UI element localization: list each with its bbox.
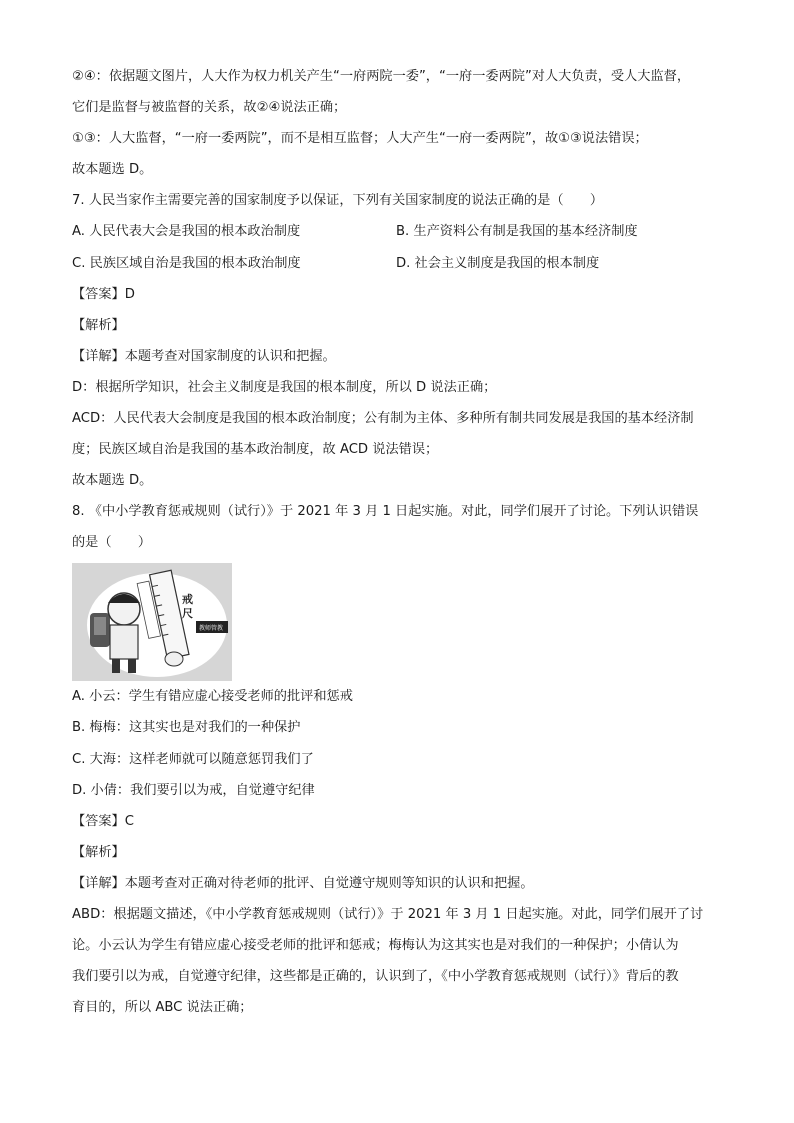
q7-explanation-2b: 度；民族区域自治是我国的基本政治制度，故 ACD 说法错误；	[72, 442, 439, 457]
q7-conclusion: 故本题选 D。	[72, 473, 153, 488]
prev-explanation-line-1: ②④：依据题文图片，人大作为权力机关产生“一府两院一委”，“一府一委两院”对人大负责，受人大监督，	[72, 69, 691, 84]
svg-text:教师管教: 教师管教	[199, 625, 224, 632]
q7-option-a: A. 人民代表大会是我国的根本政治制度	[72, 224, 301, 239]
q7-option-d: D. 社会主义制度是我国的根本制度	[396, 256, 600, 271]
svg-text:戒: 戒	[182, 593, 193, 606]
q8-stem-line-1: 8. 《中小学教育惩戒规则（试行）》于 2021 年 3 月 1 日起实施。对此，同学们展开了讨论。下列认识错误	[72, 504, 699, 519]
q8-answer: 【答案】C	[72, 814, 134, 829]
q7-detail: 【详解】本题考查对国家制度的认识和把握。	[72, 349, 336, 364]
q7-analysis-heading: 【解析】	[72, 318, 125, 333]
prev-explanation-line-3: ①③：人大监督，“一府一委两院”，而不是相互监督；人大产生“一府一委两院”，故①③说法错误；	[72, 131, 648, 146]
q8-explanation-1c: 我们要引以为戒，自觉遵守纪律，这些都是正确的，认识到了，《中小学教育惩戒规则（试行）》背后的教	[72, 969, 679, 984]
q8-stem-line-2: 的是（ ）	[72, 535, 152, 550]
svg-text:尺: 尺	[182, 607, 193, 620]
q8-cartoon-image	[72, 563, 232, 681]
q7-answer: 【答案】D	[72, 287, 135, 302]
q8-detail: 【详解】本题考查对正确对待老师的批评、自觉遵守规则等知识的认识和把握。	[72, 876, 534, 891]
q7-option-b: B. 生产资料公有制是我国的基本经济制度	[396, 224, 638, 239]
prev-conclusion: 故本题选 D。	[72, 162, 153, 177]
q7-explanation-1: D：根据所学知识，社会主义制度是我国的根本制度，所以 D 说法正确；	[72, 380, 497, 395]
q8-explanation-1b: 论。小云认为学生有错应虚心接受老师的批评和惩戒；梅梅认为这其实也是对我们的一种保护；小倩认为	[72, 938, 679, 953]
q8-explanation-1d: 育目的，所以 ABC 说法正确；	[72, 1000, 253, 1015]
q8-option-d: D. 小倩：我们要引以为戒，自觉遵守纪律	[72, 783, 315, 798]
q8-option-b: B. 梅梅：这其实也是对我们的一种保护	[72, 720, 301, 735]
q7-option-c: C. 民族区域自治是我国的根本政治制度	[72, 256, 301, 271]
q7-explanation-2a: ACD：人民代表大会制度是我国的根本政治制度；公有制为主体、多种所有制共同发展是我国的基本经济制	[72, 411, 694, 426]
q7-stem: 7. 人民当家作主需要完善的国家制度予以保证，下列有关国家制度的说法正确的是（ ）	[72, 193, 604, 208]
q8-option-c: C. 大海：这样老师就可以随意惩罚我们了	[72, 752, 314, 767]
cartoon-illustration	[72, 563, 232, 681]
prev-explanation-line-2: 它们是监督与被监督的关系，故②④说法正确；	[72, 100, 347, 115]
q8-explanation-1a: ABD：根据题文描述，《中小学教育惩戒规则（试行）》于 2021 年 3 月 1 日起实施。对此，同学们展开了讨	[72, 907, 704, 922]
q8-option-a: A. 小云：学生有错应虚心接受老师的批评和惩戒	[72, 689, 353, 704]
q8-analysis-heading: 【解析】	[72, 845, 125, 860]
